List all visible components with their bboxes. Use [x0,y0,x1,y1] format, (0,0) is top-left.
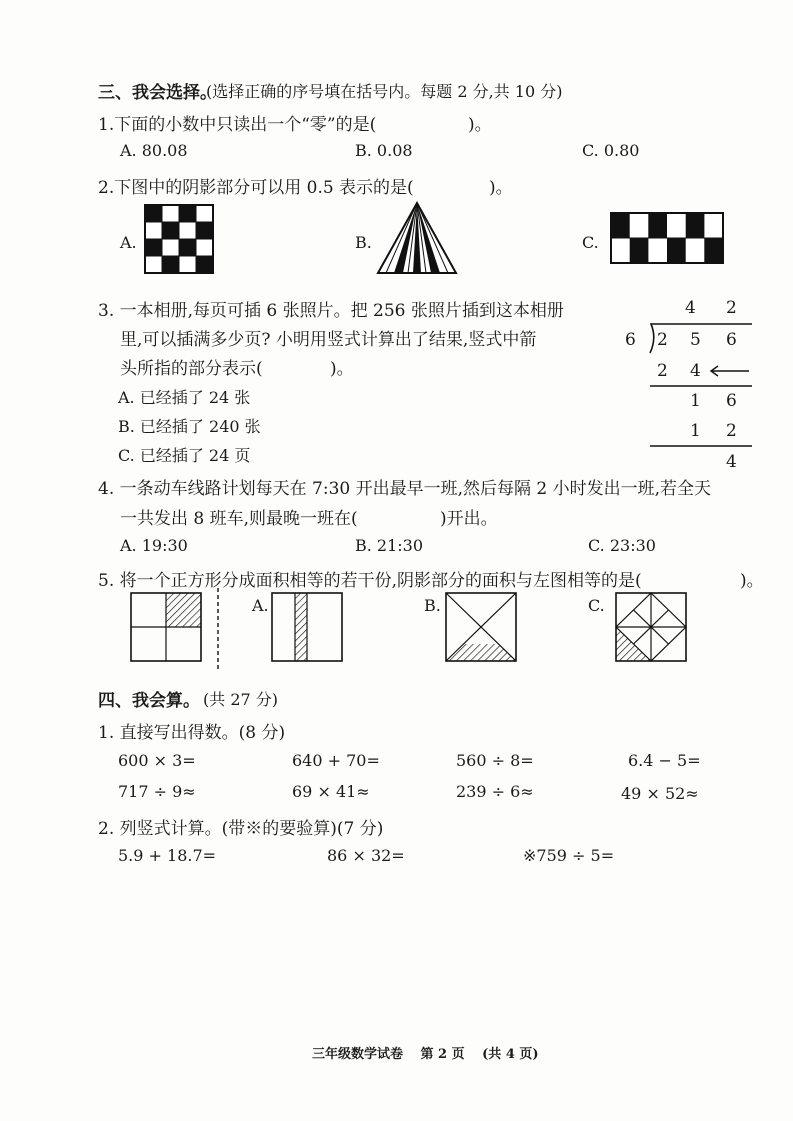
q4-option-a: A. 19:30 [120,536,188,555]
q1-option-c: C. 0.80 [582,141,640,160]
mental-math-item: 69 × 41≈ [292,782,370,801]
q3-line2: 里,可以插满多少页? 小明用竖式计算出了结果,竖式中箭 [120,330,537,350]
step-digit: 6 [726,391,737,411]
step-digit: 1 [690,391,701,411]
q5-option-a: A. [252,596,269,615]
q3-line3-start: 头所指的部分表示( [120,359,263,379]
q3-line3-end: )。 [330,359,354,379]
quotient-digit: 2 [726,298,737,318]
q2-option-c: C. [582,233,599,252]
step-digit: 2 [657,361,668,381]
q1-option-b: B. 0.08 [355,141,413,160]
arrow-icon [709,364,749,378]
mental-math-item: 560 ÷ 8= [456,751,534,770]
q1-stem-end: )。 [468,115,492,135]
q5-option-b: B. [424,596,441,615]
section4-note: (共 27 分) [203,690,279,709]
q3-option-c: C. 已经插了 24 页 [118,446,251,465]
mental-math-item: 600 × 3= [118,751,196,770]
q2-figure-b [378,203,456,273]
dividend-digit: 2 [657,330,668,350]
dividend-digit: 5 [690,330,701,350]
step-digit: 2 [726,421,737,441]
s4-q2-title: 2. 列竖式计算。(带※的要验算)(7 分) [98,819,384,839]
q3-option-a: A. 已经插了 24 张 [118,388,251,407]
q4-option-b: B. 21:30 [355,536,424,555]
remainder: 4 [726,452,737,472]
s4-q1-title: 1. 直接写出得数。(8 分) [98,723,286,743]
q2-option-a: A. [120,233,137,252]
step-digit: 4 [690,361,701,381]
vertical-calc-item: 5.9 + 18.7= [118,846,217,865]
vertical-calc-item: ※759 ÷ 5= [523,846,615,865]
q5-figure-c [616,593,686,661]
mental-math-item: 6.4 − 5= [628,751,701,770]
q5-stem-end: )。 [740,571,764,591]
q5-figure-b [446,593,516,661]
mental-math-item: 717 ÷ 9≈ [118,782,196,801]
divisor: 6 [625,330,636,350]
section3-title: 三、我会选择。 [98,83,217,103]
q2-figure-a [145,205,213,273]
mental-math-item: 640 + 70= [292,751,380,770]
division-bracket [640,320,755,470]
q2-stem-end: )。 [489,178,513,198]
q4-line2-end: )开出。 [440,509,498,529]
q1-option-a: A. 80.08 [120,141,188,160]
q2-option-b: B. [355,233,372,252]
q5-option-c: C. [588,596,605,615]
section4-title: 四、我会算。 [98,691,200,711]
dividend-digit: 6 [726,330,737,350]
q5-figure-a [272,593,342,661]
vertical-calc-item: 86 × 32= [327,846,405,865]
q2-figure-c [611,213,723,263]
dashed-divider [216,588,220,670]
q4-line2-start: 一共发出 8 班车,则最晚一班在( [120,509,358,529]
mental-math-item: 239 ÷ 6≈ [456,782,534,801]
section3-note: (选择正确的序号填在括号内。每题 2 分,共 10 分) [206,82,563,101]
q5-reference-square [131,593,201,661]
q1-stem: 1.下面的小数中只读出一个“零”的是( [98,115,377,135]
q4-line1: 4. 一条动车线路计划每天在 7:30 开出最早一班,然后每隔 2 小时发出一班,若全天 [98,479,712,499]
q5-stem: 5. 将一个正方形分成面积相等的若干份,阴影部分的面积与左图相等的是( [98,571,642,591]
quotient-digit: 4 [685,298,696,318]
step-digit: 1 [690,421,701,441]
q3-option-b: B. 已经插了 240 张 [118,417,261,436]
q3-line1: 3. 一本相册,每页可插 6 张照片。把 256 张照片插到这本相册 [98,301,564,321]
q4-option-c: C. 23:30 [588,536,656,555]
mental-math-item: 49 × 52≈ [621,784,699,803]
page-footer: 三年级数学试卷 第 2 页 (共 4 页) [312,1047,539,1062]
q2-stem: 2.下图中的阴影部分可以用 0.5 表示的是( [98,178,414,198]
